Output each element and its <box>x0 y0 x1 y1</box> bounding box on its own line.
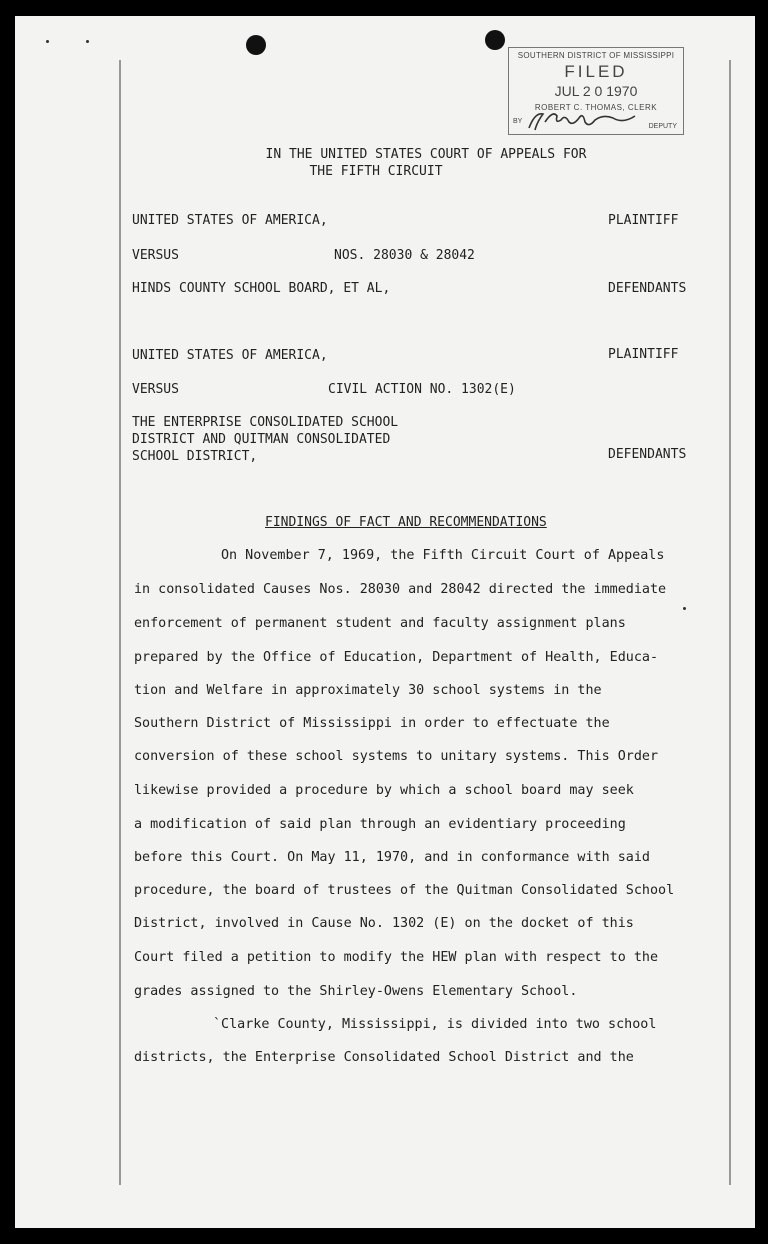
body-line: grades assigned to the Shirley-Owens Elementary School. <box>134 984 578 999</box>
caption2-plaintiff-name: UNITED STATES OF AMERICA, <box>132 348 328 363</box>
speck <box>683 607 686 610</box>
caption2-action-no: CIVIL ACTION NO. 1302(E) <box>328 382 516 397</box>
caption1-defendant-role: DEFENDANTS <box>608 281 687 296</box>
body-line: districts, the Enterprise Consolidated School District and the <box>134 1050 634 1065</box>
body-line: enforcement of permanent student and faculty assignment plans <box>134 616 626 631</box>
stamp-deputy: DEPUTY <box>648 123 677 130</box>
caption2-defendant-role: DEFENDANTS <box>608 447 687 462</box>
caption1-plaintiff-name: UNITED STATES OF AMERICA, <box>132 213 328 228</box>
body-line: prepared by the Office of Education, Department of Health, Educa- <box>134 650 659 665</box>
caption2-defendant-line2: DISTRICT AND QUITMAN CONSOLIDATED <box>132 432 391 447</box>
body-line: likewise provided a procedure by which a school board may seek <box>134 783 634 798</box>
caption1-defendant-name: HINDS COUNTY SCHOOL BOARD, ET AL, <box>132 281 391 296</box>
deputy-signature-icon <box>523 108 643 132</box>
body-line: `Clarke County, Mississippi, is divided into two school <box>213 1017 657 1032</box>
findings-heading: FINDINGS OF FACT AND RECOMMENDATIONS <box>265 515 547 530</box>
caption1-plaintiff-role: PLAINTIFF <box>608 213 679 228</box>
body-line: procedure, the board of trustees of the Quitman Consolidated School <box>134 883 675 898</box>
court-title-line2: THE FIFTH CIRCUIT <box>309 164 443 179</box>
caption1-versus: VERSUS <box>132 248 179 263</box>
speck <box>46 40 49 43</box>
stamp-by: BY <box>513 118 523 125</box>
stamp-district: SOUTHERN DISTRICT OF MISSISSIPPI <box>517 51 675 60</box>
body-line: tion and Welfare in approximately 30 school systems in the <box>134 683 602 698</box>
right-margin-line <box>729 60 731 1185</box>
body-line: conversion of these school systems to unitary systems. This Order <box>134 749 659 764</box>
body-line: Court filed a petition to modify the HEW plan with respect to the <box>134 950 659 965</box>
stamp-date: JUL 2 0 1970 <box>554 83 638 99</box>
caption2-defendant-line3: SCHOOL DISTRICT, <box>132 449 258 464</box>
body-line: Southern District of Mississippi in order to effectuate the <box>134 716 610 731</box>
left-margin-line <box>119 60 121 1185</box>
body-line: in consolidated Causes Nos. 28030 and 28042 directed the immediate <box>134 582 667 597</box>
caption2-plaintiff-role: PLAINTIFF <box>608 347 679 362</box>
body-line: On November 7, 1969, the Fifth Circuit Court of Appeals <box>221 548 665 563</box>
court-title-line1: IN THE UNITED STATES COURT OF APPEALS FOR <box>265 147 587 162</box>
punch-hole-right <box>485 30 505 50</box>
body-line: before this Court. On May 11, 1970, and in conformance with said <box>134 850 650 865</box>
filed-stamp <box>508 47 684 135</box>
punch-hole-left <box>246 35 266 55</box>
body-line: a modification of said plan through an evidentiary proceeding <box>134 817 626 832</box>
caption2-defendant-line1: THE ENTERPRISE CONSOLIDATED SCHOOL <box>132 415 399 430</box>
stamp-clerk: ROBERT C. THOMAS, CLERK <box>534 103 658 112</box>
stamp-filed: FILED <box>564 62 628 81</box>
body-line: District, involved in Cause No. 1302 (E) on the docket of this <box>134 916 634 931</box>
caption1-case-nos: NOS. 28030 & 28042 <box>334 248 475 263</box>
caption2-versus: VERSUS <box>132 382 179 397</box>
speck <box>86 40 89 43</box>
